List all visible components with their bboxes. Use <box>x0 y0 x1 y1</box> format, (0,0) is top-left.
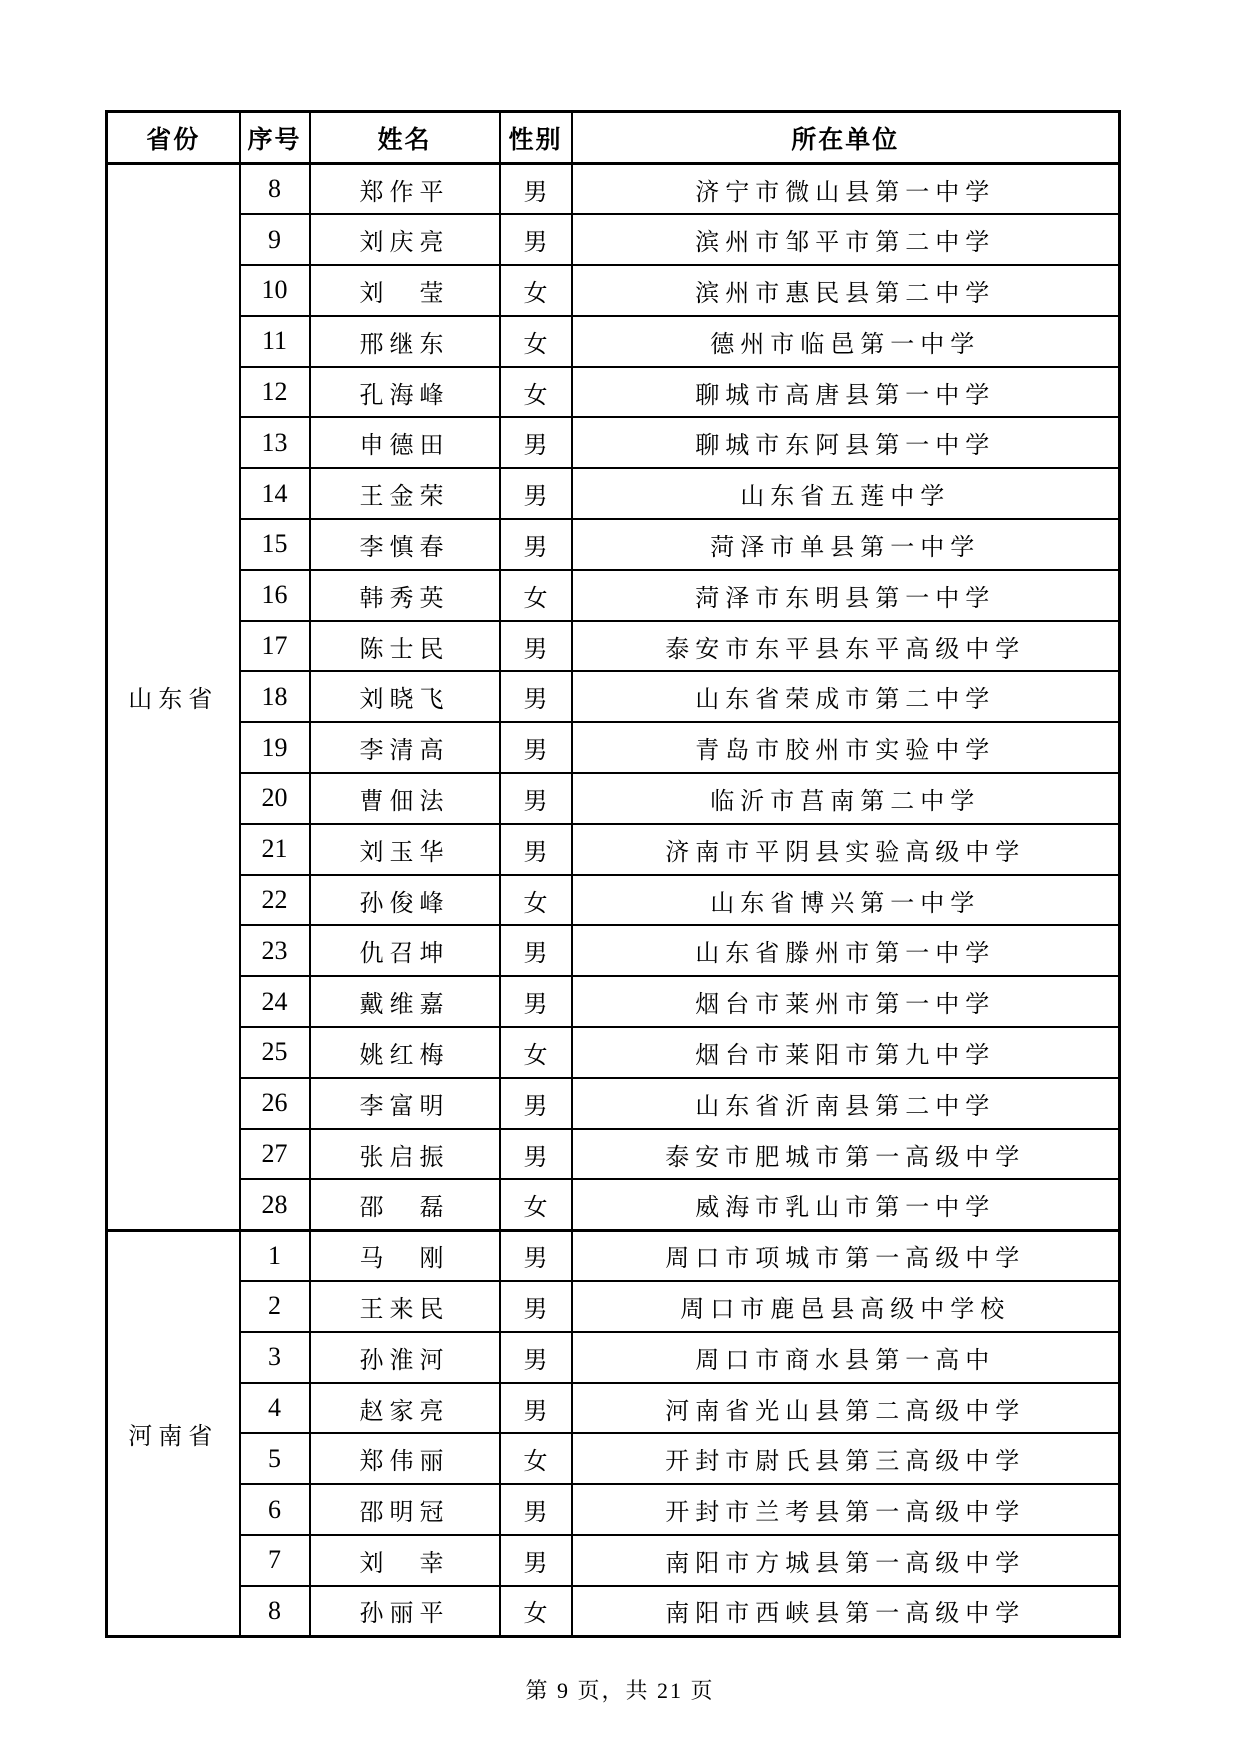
cell-name: 孙丽平 <box>310 1586 500 1637</box>
cell-name: 刘玉华 <box>310 824 500 875</box>
cell-name: 孙淮河 <box>310 1332 500 1383</box>
cell-no: 12 <box>240 367 310 418</box>
cell-no: 11 <box>240 316 310 367</box>
province-cell: 山东省 <box>107 164 240 1231</box>
cell-name: 马 刚 <box>310 1230 500 1281</box>
cell-gender: 男 <box>500 1484 572 1535</box>
cell-no: 16 <box>240 570 310 621</box>
cell-name: 李清高 <box>310 722 500 773</box>
cell-gender: 女 <box>500 316 572 367</box>
cell-unit: 烟台市莱州市第一中学 <box>572 976 1120 1027</box>
cell-no: 23 <box>240 925 310 976</box>
cell-name: 郑伟丽 <box>310 1433 500 1484</box>
cell-name: 邵 磊 <box>310 1179 500 1230</box>
cell-no: 27 <box>240 1129 310 1180</box>
table-row <box>107 671 1120 722</box>
roster-table <box>105 110 1121 1638</box>
cell-unit: 山东省博兴第一中学 <box>572 875 1120 926</box>
cell-no: 7 <box>240 1535 310 1586</box>
roster-table-header <box>107 112 1120 164</box>
cell-gender: 男 <box>500 824 572 875</box>
cell-gender: 女 <box>500 1433 572 1484</box>
cell-gender: 男 <box>500 976 572 1027</box>
cell-no: 6 <box>240 1484 310 1535</box>
table-row <box>107 925 1120 976</box>
table-row <box>107 1535 1120 1586</box>
cell-gender: 男 <box>500 214 572 265</box>
cell-name: 邢继东 <box>310 316 500 367</box>
cell-name: 刘 幸 <box>310 1535 500 1586</box>
cell-name: 陈士民 <box>310 621 500 672</box>
table-row <box>107 1433 1120 1484</box>
cell-name: 王金荣 <box>310 468 500 519</box>
cell-no: 2 <box>240 1281 310 1332</box>
table-row <box>107 164 1120 215</box>
cell-unit: 菏泽市单县第一中学 <box>572 519 1120 570</box>
column-header-gender: 性别 <box>500 112 572 164</box>
table-row <box>107 1179 1120 1230</box>
cell-gender: 女 <box>500 265 572 316</box>
cell-unit: 临沂市莒南第二中学 <box>572 773 1120 824</box>
table-row <box>107 824 1120 875</box>
table-row <box>107 1383 1120 1434</box>
table-row <box>107 1332 1120 1383</box>
cell-name: 王来民 <box>310 1281 500 1332</box>
cell-no: 17 <box>240 621 310 672</box>
cell-no: 4 <box>240 1383 310 1434</box>
cell-unit: 南阳市方城县第一高级中学 <box>572 1535 1120 1586</box>
cell-gender: 男 <box>500 1332 572 1383</box>
cell-no: 15 <box>240 519 310 570</box>
cell-unit: 滨州市惠民县第二中学 <box>572 265 1120 316</box>
page-number-footer: 第 9 页，共 21 页 <box>525 1678 715 1703</box>
cell-gender: 女 <box>500 1586 572 1637</box>
cell-name: 李慎春 <box>310 519 500 570</box>
table-row <box>107 367 1120 418</box>
cell-name: 仇召坤 <box>310 925 500 976</box>
cell-unit: 山东省沂南县第二中学 <box>572 1078 1120 1129</box>
table-row <box>107 1078 1120 1129</box>
cell-gender: 男 <box>500 722 572 773</box>
cell-unit: 济宁市微山县第一中学 <box>572 164 1120 215</box>
cell-name: 刘 莹 <box>310 265 500 316</box>
cell-gender: 男 <box>500 1129 572 1180</box>
table-row <box>107 773 1120 824</box>
cell-no: 21 <box>240 824 310 875</box>
province-cell: 河南省 <box>107 1230 240 1636</box>
cell-no: 8 <box>240 1586 310 1637</box>
cell-name: 刘庆亮 <box>310 214 500 265</box>
cell-gender: 男 <box>500 671 572 722</box>
cell-gender: 女 <box>500 875 572 926</box>
cell-gender: 女 <box>500 1179 572 1230</box>
cell-gender: 男 <box>500 468 572 519</box>
cell-name: 姚红梅 <box>310 1027 500 1078</box>
cell-unit: 周口市商水县第一高中 <box>572 1332 1120 1383</box>
cell-gender: 女 <box>500 367 572 418</box>
table-row <box>107 621 1120 672</box>
cell-unit: 河南省光山县第二高级中学 <box>572 1383 1120 1434</box>
cell-no: 25 <box>240 1027 310 1078</box>
table-row <box>107 976 1120 1027</box>
cell-unit: 周口市鹿邑县高级中学校 <box>572 1281 1120 1332</box>
table-row <box>107 417 1120 468</box>
cell-unit: 济南市平阴县实验高级中学 <box>572 824 1120 875</box>
cell-name: 邵明冠 <box>310 1484 500 1535</box>
cell-name: 孙俊峰 <box>310 875 500 926</box>
cell-no: 20 <box>240 773 310 824</box>
cell-unit: 烟台市莱阳市第九中学 <box>572 1027 1120 1078</box>
cell-gender: 女 <box>500 1027 572 1078</box>
cell-unit: 周口市项城市第一高级中学 <box>572 1230 1120 1281</box>
cell-name: 刘晓飞 <box>310 671 500 722</box>
cell-gender: 男 <box>500 1078 572 1129</box>
cell-gender: 男 <box>500 1281 572 1332</box>
cell-no: 22 <box>240 875 310 926</box>
cell-gender: 男 <box>500 519 572 570</box>
cell-gender: 男 <box>500 621 572 672</box>
cell-unit: 聊城市高唐县第一中学 <box>572 367 1120 418</box>
cell-unit: 泰安市东平县东平高级中学 <box>572 621 1120 672</box>
cell-name: 郑作平 <box>310 164 500 215</box>
column-header-name: 姓名 <box>310 112 500 164</box>
cell-unit: 青岛市胶州市实验中学 <box>572 722 1120 773</box>
cell-no: 8 <box>240 164 310 215</box>
cell-name: 申德田 <box>310 417 500 468</box>
cell-unit: 开封市尉氏县第三高级中学 <box>572 1433 1120 1484</box>
cell-name: 李富明 <box>310 1078 500 1129</box>
cell-unit: 德州市临邑第一中学 <box>572 316 1120 367</box>
cell-unit: 滨州市邹平市第二中学 <box>572 214 1120 265</box>
cell-no: 19 <box>240 722 310 773</box>
cell-gender: 男 <box>500 773 572 824</box>
column-header-serial: 序号 <box>240 112 310 164</box>
column-header-province: 省份 <box>107 112 240 164</box>
cell-no: 28 <box>240 1179 310 1230</box>
table-row <box>107 722 1120 773</box>
cell-unit: 山东省滕州市第一中学 <box>572 925 1120 976</box>
cell-no: 5 <box>240 1433 310 1484</box>
header-row <box>107 112 1120 164</box>
cell-gender: 男 <box>500 164 572 215</box>
cell-name: 孔海峰 <box>310 367 500 418</box>
cell-no: 3 <box>240 1332 310 1383</box>
cell-gender: 男 <box>500 417 572 468</box>
cell-unit: 山东省荣成市第二中学 <box>572 671 1120 722</box>
table-row <box>107 570 1120 621</box>
cell-no: 10 <box>240 265 310 316</box>
cell-gender: 女 <box>500 570 572 621</box>
cell-name: 张启振 <box>310 1129 500 1180</box>
cell-no: 18 <box>240 671 310 722</box>
table-row <box>107 214 1120 265</box>
roster-table-body <box>107 164 1120 1637</box>
cell-name: 赵家亮 <box>310 1383 500 1434</box>
cell-no: 14 <box>240 468 310 519</box>
table-row <box>107 1484 1120 1535</box>
cell-gender: 男 <box>500 1383 572 1434</box>
cell-unit: 威海市乳山市第一中学 <box>572 1179 1120 1230</box>
cell-unit: 菏泽市东明县第一中学 <box>572 570 1120 621</box>
cell-gender: 男 <box>500 1230 572 1281</box>
table-row <box>107 468 1120 519</box>
table-row <box>107 875 1120 926</box>
table-row <box>107 1586 1120 1637</box>
cell-no: 1 <box>240 1230 310 1281</box>
column-header-unit: 所在单位 <box>572 112 1120 164</box>
table-row <box>107 1230 1120 1281</box>
cell-no: 24 <box>240 976 310 1027</box>
cell-no: 9 <box>240 214 310 265</box>
table-row <box>107 265 1120 316</box>
cell-name: 戴维嘉 <box>310 976 500 1027</box>
cell-unit: 开封市兰考县第一高级中学 <box>572 1484 1120 1535</box>
cell-name: 韩秀英 <box>310 570 500 621</box>
cell-gender: 男 <box>500 925 572 976</box>
table-row <box>107 1281 1120 1332</box>
cell-name: 曹佃法 <box>310 773 500 824</box>
cell-unit: 聊城市东阿县第一中学 <box>572 417 1120 468</box>
cell-no: 13 <box>240 417 310 468</box>
cell-no: 26 <box>240 1078 310 1129</box>
table-row <box>107 1027 1120 1078</box>
cell-unit: 泰安市肥城市第一高级中学 <box>572 1129 1120 1180</box>
table-row <box>107 316 1120 367</box>
cell-gender: 男 <box>500 1535 572 1586</box>
table-row <box>107 519 1120 570</box>
cell-unit: 山东省五莲中学 <box>572 468 1120 519</box>
cell-unit: 南阳市西峡县第一高级中学 <box>572 1586 1120 1637</box>
table-row <box>107 1129 1120 1180</box>
